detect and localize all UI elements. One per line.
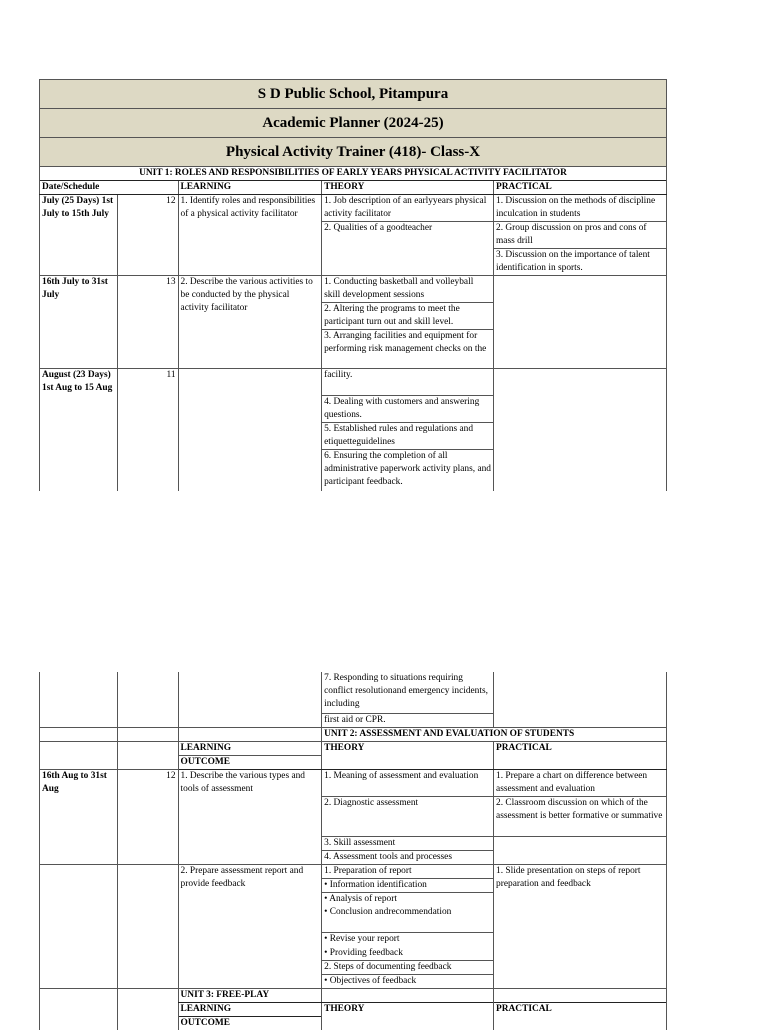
col-header-practical: PRACTICAL	[494, 741, 667, 755]
theory-item: • Objectives of feedback	[322, 974, 494, 988]
col-header-practical: PRACTICAL	[494, 181, 667, 195]
schedule-days: 12	[117, 769, 178, 864]
planner-table-page-1	[39, 79, 667, 491]
unit1-title: UNIT 1: ROLES AND RESPONSIBILITIES OF EARLY YEARS PHYSICAL ACTIVITY FACILITATOR	[40, 167, 667, 181]
theory-item: 7. Responding to situations requiring conflict resolutionand emergency incidents, including	[322, 672, 494, 713]
theory-item: • Conclusion andrecommendation	[322, 906, 494, 933]
theory-item: 1. Meaning of assessment and evaluation	[322, 769, 494, 796]
learning-outcome: 2. Prepare assessment report and provide feedback	[178, 864, 322, 988]
planner-title: Academic Planner (2024-25)	[40, 109, 667, 138]
theory-item: 3. Arranging facilities and equipment for performing risk management checks on the	[322, 330, 494, 369]
col-header-theory: THEORY	[322, 181, 494, 195]
schedule-date: July (25 Days) 1st July to 15th July	[40, 195, 118, 276]
theory-item: first aid or CPR.	[322, 713, 494, 727]
practical-item: 3. Discussion on the importance of talent identification in sports.	[494, 249, 667, 276]
theory-item: 1. Job description of an earlyyears physical activity facilitator	[322, 195, 494, 222]
planner-page-2	[39, 672, 667, 1030]
col-header-outcome: OUTCOME	[178, 1016, 322, 1030]
theory-item: 1. Preparation of report	[322, 864, 494, 878]
schedule-date: 16th Aug to 31st Aug	[40, 769, 118, 864]
practical-item: 1. Discussion on the methods of discipline inculcation in students	[494, 195, 667, 222]
schedule-days: 11	[117, 369, 178, 491]
theory-item: 2. Steps of documenting feedback	[322, 960, 494, 974]
schedule-date: August (23 Days) 1st Aug to 15 Aug	[40, 369, 118, 491]
planner-table-page-2	[39, 672, 667, 1030]
theory-item: 4. Assessment tools and processes	[322, 850, 494, 864]
theory-item: 6. Ensuring the completion of all administrative paperwork activity plans, and participant feedback.	[322, 450, 494, 491]
theory-item: 2. Diagnostic assessment	[322, 796, 494, 836]
theory-item: 5. Established rules and regulations and etiquetteguidelines	[322, 423, 494, 450]
unit2-title: UNIT 2: ASSESSMENT AND EVALUATION OF STUDENTS	[322, 727, 667, 741]
unit3-title: UNIT 3: FREE-PLAY	[178, 988, 322, 1002]
theory-item: • Providing feedback	[322, 947, 494, 961]
theory-item: • Revise your report	[322, 933, 494, 947]
col-header-practical: PRACTICAL	[494, 1002, 667, 1016]
learning-outcome: 2. Describe the various activities to be conducted by the physical activity facilitator	[178, 276, 322, 369]
practical-empty	[494, 276, 667, 369]
theory-item: 4. Dealing with customers and answering questions.	[322, 396, 494, 423]
col-header-days	[117, 181, 178, 195]
col-header-theory: THEORY	[322, 741, 494, 755]
theory-item: • Analysis of report	[322, 892, 494, 906]
practical-item: 2. Classroom discussion on which of the assessment is better formative or summative	[494, 796, 667, 836]
learning-outcome: 1. Identify roles and responsibilities of a physical activity facilitator	[178, 195, 322, 276]
subject-title: Physical Activity Trainer (418)- Class-X	[40, 138, 667, 167]
learning-outcome-empty	[178, 369, 322, 491]
theory-item: 3. Skill assessment	[322, 836, 494, 850]
planner-page-1	[39, 79, 667, 491]
practical-item: 1. Slide presentation on steps of report preparation and feedback	[494, 864, 667, 988]
col-header-date: Date/Schedule	[40, 181, 118, 195]
schedule-date: 16th July to 31st July	[40, 276, 118, 369]
col-header-learning: LEARNING	[178, 741, 322, 755]
schedule-days: 12	[117, 195, 178, 276]
school-title: S D Public School, Pitampura	[40, 80, 667, 109]
col-header-outcome: OUTCOME	[178, 755, 322, 769]
col-header-learning: LEARNING	[178, 181, 322, 195]
practical-empty	[494, 369, 667, 491]
theory-item: facility.	[322, 369, 494, 396]
practical-item: 1. Prepare a chart on difference between assessment and evaluation	[494, 769, 667, 796]
theory-item: 2. Qualities of a goodteacher	[322, 222, 494, 276]
theory-item: 1. Conducting basketball and volleyball skill development sessions	[322, 276, 494, 303]
schedule-days: 13	[117, 276, 178, 369]
col-header-theory: THEORY	[322, 1002, 494, 1016]
theory-item: 2. Altering the programs to meet the participant turn out and skill level.	[322, 303, 494, 330]
col-header-learning: LEARNING	[178, 1002, 322, 1016]
practical-item: 2. Group discussion on pros and cons of mass drill	[494, 222, 667, 249]
learning-outcome: 1. Describe the various types and tools of assessment	[178, 769, 322, 864]
theory-item: • Information identification	[322, 878, 494, 892]
